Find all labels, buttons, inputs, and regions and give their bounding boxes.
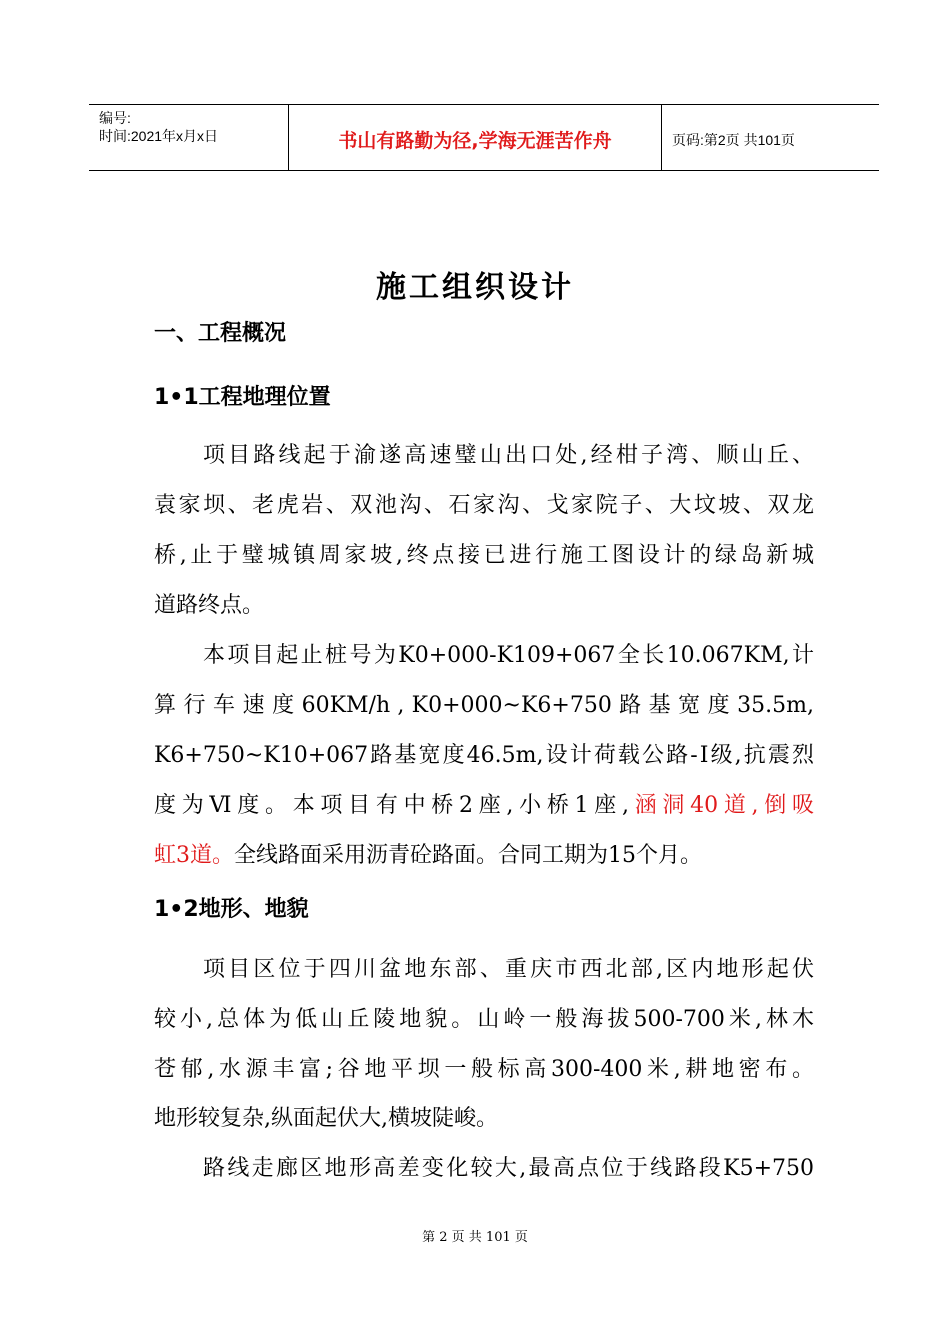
page-info: 页码:第2页 共101页 (672, 132, 795, 148)
highlight-text: 涵洞40道,倒吸 (628, 793, 814, 818)
highlight-text: 虹3道。 (154, 843, 234, 868)
paragraph-line-mixed (154, 841, 814, 871)
document-title: 施工组织设计 (376, 270, 574, 305)
paragraph-line: 项目路线起于渝遂高速璧山出口处,经柑子湾、顺山丘、 (203, 443, 814, 468)
subsection-heading-1-1: 1•1工程地理位置 (154, 385, 331, 410)
header-left-cell (89, 105, 288, 170)
paragraph-line: 项目区位于四川盆地东部、重庆市西北部,区内地形起伏 (203, 957, 814, 982)
paragraph-line: 地形较复杂,纵面起伏大,横坡陡峻。 (154, 1106, 498, 1131)
time-label: 时间:2021年x月x日 (99, 128, 219, 144)
paragraph-line: 路线走廊区地形高差变化较大,最高点位于线路段K5+750 (203, 1156, 814, 1181)
page-footer: 第 2 页 共 101 页 (422, 1230, 528, 1245)
header-motto-cell (288, 105, 662, 170)
paragraph-line: 苍郁,水源丰富;谷地平坝一般标高300-400米,耕地密布。 (154, 1057, 814, 1082)
paragraph-line: 袁家坝、老虎岩、双池沟、石家沟、戈家院子、大坟坡、双龙 (154, 493, 814, 518)
number-label: 编号: (99, 110, 131, 126)
paragraph-line-mixed (154, 791, 814, 821)
paragraph-line: 本项目起止桩号为K0+000-K109+067全长10.067KM,计 (203, 643, 814, 668)
paragraph-line: 较小,总体为低山丘陵地貌。山岭一般海拔500-700米,林木 (154, 1007, 814, 1032)
paragraph-text: 度为Ⅵ度。本项目有中桥2座,小桥1座, (154, 793, 629, 818)
page-header (89, 104, 879, 171)
paragraph-text: 全线路面采用沥青砼路面。合同工期为15个月。 (234, 843, 702, 868)
paragraph-line: K6+750~K10+067路基宽度46.5m,设计荷载公路-Ⅰ级,抗震烈 (154, 743, 814, 768)
paragraph-line: 算 行 车 速 度 60KM/h , K0+000~K6+750 路 基 宽 度 35.5m, (154, 693, 814, 718)
motto-text: 书山有路勤为径,学海无涯苦作舟 (338, 130, 612, 152)
header-right-cell (662, 105, 879, 170)
paragraph-line: 桥,止于璧城镇周家坡,终点接已进行施工图设计的绿岛新城 (154, 543, 814, 568)
subsection-heading-1-2: 1•2地形、地貌 (154, 897, 309, 922)
paragraph-line: 道路终点。 (154, 593, 265, 618)
section-heading: 一、工程概况 (154, 321, 287, 346)
